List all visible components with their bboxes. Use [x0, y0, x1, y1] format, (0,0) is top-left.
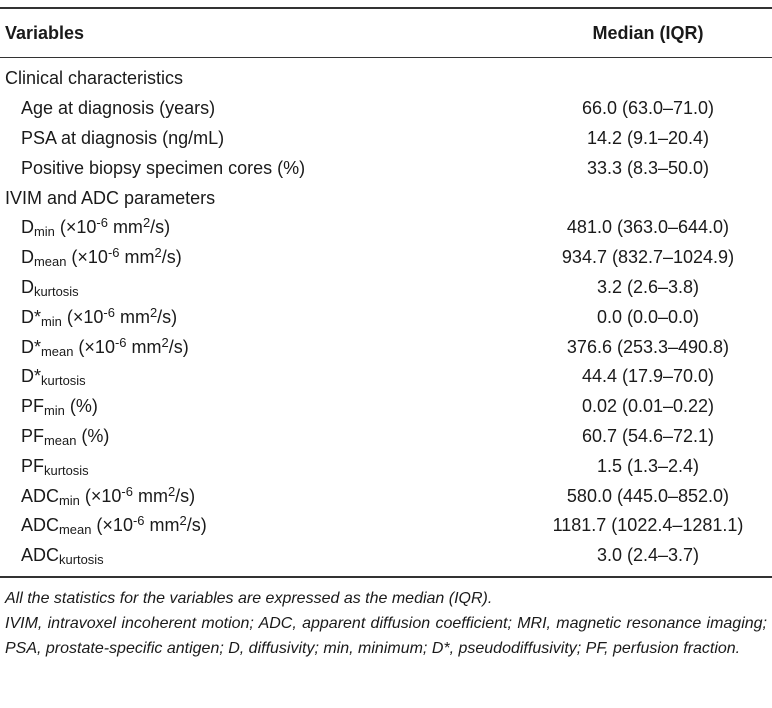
row-label: $PF_{mean}$ (%) [21, 425, 110, 449]
footnote-abbreviations: IVIM, intravoxel incoherent motion; ADC, apparent diffusion coefficient; MRI, magnetic resonance imaging; PSA, prostate-specific antigen; D, diffusivity; min, minimum; D*, pseudodiffusivity; PF, perfusion fraction. [5, 614, 767, 657]
table-row [0, 332, 772, 362]
row-value: 14.2 (9.1–20.4) [586, 127, 710, 148]
table-row [0, 153, 772, 183]
row-value: 0.02 (0.01–0.22) [581, 396, 715, 417]
table-footnotes [0, 578, 772, 661]
row-label: $D_{mean}$ ($\times 10^{-6}$ $mm^2/s$) [21, 245, 182, 270]
row-label: $D*_{min}$ ($\times 10^{-6}$ $mm^2/s$) [21, 304, 178, 329]
table-body [0, 58, 772, 576]
header-median-iqr: Median (IQR) [592, 22, 704, 43]
row-label: $ADC_{min}$ ($\times 10^{-6}$ $mm^2/s$) [21, 483, 196, 508]
row-label: $ADC_{mean}$ ($\times 10^{-6}$ $mm^2/s$) [21, 513, 207, 538]
table-row [0, 511, 772, 541]
row-value: 481.0 (363.0–644.0) [566, 217, 730, 238]
row-value: 1.5 (1.3–2.4) [596, 455, 700, 476]
row-value: 60.7 (54.6–72.1) [581, 425, 715, 446]
row-value: 44.4 (17.9–70.0) [581, 366, 715, 387]
table-row [0, 392, 772, 422]
table-row [0, 481, 772, 511]
row-label: $D_{kurtosis}$ [21, 276, 79, 300]
row-value: 1181.7 (1022.4–1281.1) [552, 515, 744, 536]
row-value: 580.0 (445.0–852.0) [566, 485, 730, 506]
table-row [0, 541, 772, 571]
footnote-statistics: All the statistics for the variables are expressed as the median (IQR). [5, 589, 493, 607]
row-label: PSA at diagnosis (ng/mL) [21, 127, 225, 148]
row-label: $PF_{kurtosis}$ [21, 455, 89, 478]
row-value: 3.0 (2.4–3.7) [596, 545, 700, 566]
section-title: Clinical characteristics [5, 68, 184, 89]
row-label: Positive biopsy specimen cores (%) [21, 157, 306, 178]
table-row [0, 362, 772, 392]
section-title: IVIM and ADC parameters [5, 187, 216, 208]
row-label: $D*_{kurtosis}$ [21, 366, 86, 389]
section-ivim-adc-parameters [0, 183, 772, 213]
table-row [0, 94, 772, 124]
row-value: 33.3 (8.3–50.0) [586, 157, 710, 178]
row-value: 934.7 (832.7–1024.9) [561, 247, 735, 268]
row-value: 376.6 (253.3–490.8) [566, 336, 730, 357]
row-label: $PF_{min}$ (%) [21, 396, 98, 419]
table-row [0, 243, 772, 273]
row-label: Age at diagnosis (years) [21, 98, 216, 119]
table-row [0, 273, 772, 303]
row-value: 0.0 (0.0–0.0) [596, 306, 700, 327]
table-row [0, 302, 772, 332]
table-header-row [0, 9, 772, 57]
header-variables: Variables [5, 22, 85, 43]
table-row [0, 422, 772, 452]
row-value: 66.0 (63.0–71.0) [581, 98, 715, 119]
row-label: $D*_{mean}$ ($\times 10^{-6}$ $mm^2/s$) [21, 334, 189, 359]
row-value: 3.2 (2.6–3.8) [596, 276, 700, 297]
table-row [0, 213, 772, 243]
table-row [0, 124, 772, 154]
table-row [0, 451, 772, 481]
section-clinical-characteristics [0, 64, 772, 94]
row-label: $ADC_{kurtosis}$ [21, 545, 104, 568]
row-label: $D_{min}$ ($\times 10^{-6}$ $mm^2/s$) [21, 215, 171, 240]
